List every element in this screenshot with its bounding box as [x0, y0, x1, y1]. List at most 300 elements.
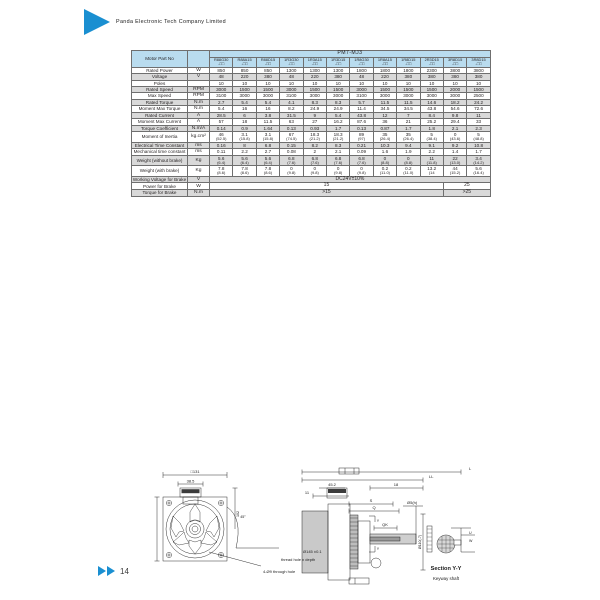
part-number-suffix: -□□ — [218, 61, 225, 67]
part-number-code: 1R3D15 — [331, 56, 346, 62]
data-cell — [397, 132, 420, 143]
value-main: 6.8 — [288, 155, 295, 161]
value-sub: (7.6) — [357, 159, 366, 165]
data-cell — [210, 132, 233, 143]
data-cell: 10 — [233, 80, 256, 86]
double-triangle-right-icon — [98, 566, 106, 576]
part-number-code: R88G30 — [213, 56, 229, 62]
data-cell: 33 — [467, 119, 491, 125]
data-cell: 8.2 — [280, 106, 303, 112]
data-cell: 1.7 — [467, 149, 491, 155]
value-main: 5.6 — [264, 155, 272, 161]
value-sub: (9.8) — [310, 170, 319, 176]
data-cell: 220 — [303, 74, 326, 80]
row-label: Weight (with brake) — [132, 166, 188, 177]
value-main: 44 — [452, 166, 458, 172]
data-cell: 9.8 — [443, 112, 466, 118]
data-cell: 1800 — [350, 67, 373, 73]
data-cell: 5.4 — [326, 112, 349, 118]
data-cell: 1500 — [373, 86, 396, 92]
value-main: 0 — [313, 166, 317, 172]
datum-y-bottom: Y — [376, 547, 380, 551]
data-cell: 2.2 — [420, 149, 443, 155]
data-cell — [350, 132, 373, 143]
data-cell: 850 — [256, 67, 279, 73]
data-cell — [420, 166, 443, 177]
part-number-cell — [373, 57, 396, 67]
page-footer — [98, 566, 129, 576]
data-cell: 5.4 — [233, 99, 256, 105]
data-cell: 1.6 — [373, 149, 396, 155]
row-label: Rated Power — [132, 67, 188, 73]
data-cell — [280, 132, 303, 143]
part-number-cell — [397, 57, 420, 67]
brake-row-unit: V — [188, 176, 210, 183]
value-sub: (15.2) — [449, 170, 461, 176]
brake-row-label: Working Voltage for Brake — [132, 177, 187, 183]
value-sub: (52.5) — [215, 136, 227, 142]
value-main: 0 — [407, 155, 410, 161]
part-number-code: R88A15 — [237, 56, 252, 62]
data-cell — [420, 155, 443, 166]
data-cell: 0.87 — [373, 125, 396, 131]
data-cell: 24.9 — [303, 106, 326, 112]
part-number-suffix: -□□ — [358, 61, 365, 67]
data-cell: 2.7 — [210, 99, 233, 105]
double-triangle-right-icon-2 — [107, 566, 115, 576]
data-cell: 16 — [233, 106, 256, 112]
data-cell: 72.6 — [467, 106, 491, 112]
data-cell: 9.2 — [443, 142, 466, 148]
data-cell: 8.3 — [303, 99, 326, 105]
value-main: 0.2 — [405, 166, 412, 172]
part-number-cell — [350, 57, 373, 67]
data-cell: 4.1 — [280, 99, 303, 105]
data-cell: 1300 — [303, 67, 326, 73]
dim-u-label: U — [469, 531, 472, 535]
data-cell: 380 — [256, 74, 279, 80]
value-main: 3.1 — [264, 132, 272, 138]
data-cell — [303, 132, 326, 143]
data-cell: 0.09 — [350, 149, 373, 155]
part-number-cell — [420, 57, 443, 67]
value-sub: (6.4) — [240, 159, 249, 165]
row-unit: A — [188, 119, 210, 125]
row-label: Max Speed — [132, 93, 188, 99]
dim-q-label: Q — [372, 505, 376, 510]
value-sub: (9.8) — [357, 170, 366, 176]
data-cell: 43.8 — [350, 112, 373, 118]
data-cell: 3000 — [443, 93, 466, 99]
data-cell: 36 — [373, 119, 396, 125]
data-cell: 10.8 — [467, 142, 491, 148]
brake-row — [132, 183, 491, 190]
length-ll-label: LL — [429, 474, 434, 479]
data-cell: 380 — [326, 74, 349, 80]
value-sub: (14 — [428, 170, 435, 176]
value-sub: (26.4) — [379, 136, 391, 142]
part-number-cell — [443, 57, 466, 67]
value-main: 13.2 — [427, 166, 437, 172]
data-cell: 8.3 — [326, 142, 349, 148]
part-number-cell — [467, 57, 491, 67]
row-unit: Kg — [188, 155, 210, 166]
data-cell: 1500 — [256, 86, 279, 92]
value-sub: (11.0) — [403, 170, 414, 176]
data-cell: 9 — [303, 112, 326, 118]
front-top-dim-label: □131 — [190, 469, 200, 474]
blue-triangle-logo-icon — [84, 9, 110, 35]
data-cell: 2.1 — [443, 125, 466, 131]
data-cell: 5.4 — [256, 99, 279, 105]
data-cell: 8.2 — [303, 142, 326, 148]
data-cell: 10 — [350, 80, 373, 86]
company-name: Panda Electronic Tech Company Limited — [116, 19, 226, 25]
data-cell: 10 — [256, 80, 279, 86]
data-cell: 57 — [210, 119, 233, 125]
value-main: 89 — [358, 132, 365, 138]
data-cell: 8 — [233, 142, 256, 148]
front-height-label: 102 — [236, 511, 240, 517]
data-cell: 3000 — [233, 93, 256, 99]
value-sub: (8.8) — [404, 159, 413, 165]
data-cell — [443, 166, 466, 177]
keyway-caption: Keyway shaft — [432, 576, 460, 581]
value-sub: (8.6) — [217, 170, 226, 176]
data-cell: 24.9 — [326, 106, 349, 112]
series-group-title: PM7-MJ3 — [210, 51, 491, 58]
data-cell: 0.14 — [210, 125, 233, 131]
data-cell: 380 — [443, 74, 466, 80]
dim-s-label: S — [369, 498, 373, 503]
data-cell: 2000 — [443, 86, 466, 92]
data-cell: 220 — [373, 74, 396, 80]
part-number-code: 2R3D15 — [424, 56, 439, 62]
part-number-code: 1R8D15 — [401, 56, 416, 62]
drawing-svg — [131, 466, 490, 592]
row-label: Voltage — [132, 74, 188, 80]
data-cell: 10 — [397, 80, 420, 86]
data-cell — [443, 155, 466, 166]
data-cell: 2300 — [420, 67, 443, 73]
data-cell: 2.7 — [256, 149, 279, 155]
value-sub: (21.2) — [309, 136, 320, 142]
part-number-code: R88D15 — [260, 56, 276, 62]
data-cell: 2.3 — [467, 125, 491, 131]
value-main: 11 — [429, 155, 435, 161]
row-unit: V — [188, 74, 210, 80]
data-cell: 1.7 — [397, 125, 420, 131]
part-number-suffix: -□□ — [381, 61, 388, 67]
data-cell: 380 — [467, 74, 491, 80]
through-hole-note: 4-Ø9 through hole — [263, 569, 296, 574]
value-main: 0.2 — [381, 166, 389, 172]
body-dia-label: Ø110(-7) — [418, 534, 422, 550]
value-main: 3.1 — [241, 132, 248, 138]
value-sub: (7.6) — [334, 159, 343, 165]
data-cell — [350, 166, 373, 177]
data-cell: 16.2 — [326, 119, 349, 125]
data-cell — [280, 155, 303, 166]
data-cell — [443, 132, 466, 143]
data-cell — [210, 155, 233, 166]
value-main: 0 — [383, 155, 387, 161]
data-cell: 24.2 — [467, 99, 491, 105]
value-main: 5.6 — [218, 155, 225, 161]
data-cell: 21 — [397, 119, 420, 125]
data-cell: 850 — [210, 67, 233, 73]
data-cell — [233, 155, 256, 166]
brake-row-unit: N.m — [188, 190, 210, 197]
data-cell: 2.1 — [326, 149, 349, 155]
motor-specification-table — [131, 50, 491, 197]
part-number-code: 1R3A15 — [307, 56, 322, 62]
shaft-dia-label: Ø5(h) — [407, 500, 418, 505]
value-sub: (11.8) — [426, 159, 437, 165]
value-main: 7.8 — [264, 166, 272, 172]
page-number: 14 — [120, 566, 129, 576]
value-sub: (7.6) — [310, 159, 319, 165]
data-cell: 14.6 — [420, 99, 443, 105]
data-cell: 10 — [303, 80, 326, 86]
data-cell: 10 — [467, 80, 491, 86]
value-main: 18.3 — [333, 132, 343, 138]
value-main: 3.4 — [475, 155, 482, 161]
data-cell: 63 — [280, 119, 303, 125]
section-title: Section Y-Y — [430, 566, 462, 572]
data-cell: 0.16 — [210, 142, 233, 148]
value-sub: (11.0) — [379, 170, 390, 176]
data-cell — [280, 166, 303, 177]
data-cell: 3000 — [420, 93, 443, 99]
data-cell: 10.3 — [373, 142, 396, 148]
table-row — [132, 132, 491, 143]
data-cell: 3800 — [467, 67, 491, 73]
data-cell: 0.93 — [303, 125, 326, 131]
data-cell: 28.5 — [210, 112, 233, 118]
brake-left-value: 15 — [210, 183, 444, 190]
overall-length-label: L — [469, 466, 472, 471]
value-sub: (6.4) — [263, 159, 273, 165]
data-cell — [397, 155, 420, 166]
part-number-suffix: -□□ — [241, 61, 248, 67]
row-unit: W — [188, 67, 210, 73]
data-cell: 1800 — [373, 67, 396, 73]
data-cell: 18.2 — [443, 99, 466, 105]
row-unit: N.m — [188, 99, 210, 105]
value-main: 0 — [336, 166, 340, 172]
value-sub: (97) — [357, 136, 366, 142]
table-header — [132, 51, 491, 68]
data-cell: 10 — [280, 80, 303, 86]
data-cell: 48 — [210, 74, 233, 80]
data-cell: 34.5 — [373, 106, 396, 112]
data-cell — [326, 155, 349, 166]
data-cell — [256, 166, 279, 177]
data-cell — [210, 166, 233, 177]
row-label: Poles — [132, 80, 188, 86]
part-number-code: 3R8D15 — [447, 56, 463, 62]
thread-hole-note: thread hole x depth — [281, 557, 316, 562]
data-cell: 3000 — [210, 86, 233, 92]
data-cell: 54.6 — [443, 106, 466, 112]
data-cell: 1500 — [467, 86, 491, 92]
bolt-circle-label: Ø145 ±0.1 — [303, 549, 322, 554]
row-unit: RPM — [188, 93, 210, 99]
data-cell: 12 — [373, 112, 396, 118]
value-main: 5.6 — [241, 155, 248, 161]
data-cell: 16 — [256, 106, 279, 112]
value-sub: (13.0) — [449, 159, 461, 165]
value-sub: (8.6) — [240, 170, 249, 176]
row-unit: ms — [188, 149, 210, 155]
data-cell: 9.4 — [397, 142, 420, 148]
data-cell: 1500 — [233, 86, 256, 92]
value-main: 46 — [218, 132, 224, 138]
brake-span-value: DC24V±10% — [210, 176, 491, 183]
data-cell: 1500 — [303, 86, 326, 92]
data-cell — [233, 166, 256, 177]
data-cell: 87.6 — [350, 119, 373, 125]
value-sub: (15.8) — [239, 136, 250, 142]
data-cell: 10 — [373, 80, 396, 86]
data-cell: 0.11 — [210, 149, 233, 155]
page-header — [0, 0, 600, 44]
part-number-cell — [303, 57, 326, 67]
data-cell: 3000 — [373, 93, 396, 99]
data-cell: 0.21 — [350, 142, 373, 148]
data-cell: 11.5 — [397, 99, 420, 105]
data-cell: 10 — [443, 80, 466, 86]
data-cell: 48 — [280, 74, 303, 80]
data-cell: 3000 — [303, 93, 326, 99]
part-number-suffix: -□□ — [428, 61, 435, 67]
data-cell: 6 — [233, 112, 256, 118]
data-cell: 1800 — [397, 67, 420, 73]
row-label: Electrical Time Constant — [132, 142, 188, 148]
data-cell: 48 — [350, 74, 373, 80]
data-cell: 0.08 — [280, 149, 303, 155]
data-cell: 3100 — [210, 93, 233, 99]
datum-y-top: Y — [376, 519, 380, 523]
data-cell: 1300 — [326, 67, 349, 73]
data-cell: 0.15 — [280, 142, 303, 148]
data-cell: 10 — [420, 80, 443, 86]
value-sub: (9.8) — [334, 170, 343, 176]
data-cell — [350, 155, 373, 166]
brake-right-value: >25 — [443, 190, 490, 197]
front-inner-dim-label: 38.5 — [186, 478, 195, 484]
part-number-suffix: -□□ — [475, 61, 482, 67]
row-unit: N.m/A — [188, 125, 210, 131]
value-sub: (16.4) — [473, 170, 484, 176]
data-cell: 1.64 — [256, 125, 279, 131]
data-cell: 3800 — [443, 67, 466, 73]
value-sub: (7.6) — [287, 159, 296, 165]
dim-18-label: 18 — [393, 482, 399, 487]
data-cell: 1500 — [420, 86, 443, 92]
data-cell: 1.9 — [397, 149, 420, 155]
row-label: Torque Coefficient — [132, 125, 188, 131]
part-number-suffix: -□□ — [405, 61, 412, 67]
part-number-cell — [210, 57, 233, 67]
brake-row — [132, 190, 491, 197]
part-number-code: 1R3G30 — [284, 56, 299, 62]
value-main: 67 — [288, 132, 294, 138]
data-cell: 220 — [233, 74, 256, 80]
value-main: 7.8 — [218, 166, 225, 172]
value-main: 7.8 — [241, 166, 248, 172]
part-number-suffix: -□□ — [452, 61, 459, 67]
row-label: Moment Max Current — [132, 119, 188, 125]
data-cell: 11.4 — [350, 106, 373, 112]
dim-452-label: 45.2 — [328, 482, 336, 487]
part-number-cell — [256, 57, 279, 67]
data-cell: 3000 — [280, 86, 303, 92]
data-cell: 3000 — [326, 93, 349, 99]
data-cell: 34.5 — [397, 106, 420, 112]
data-cell: 31.5 — [280, 112, 303, 118]
data-cell: 7 — [397, 112, 420, 118]
data-cell — [467, 132, 491, 143]
data-cell: 3100 — [350, 93, 373, 99]
part-number-code: 3R8D15 — [471, 56, 486, 62]
part-number-suffix: -□□ — [311, 61, 318, 67]
data-cell — [397, 166, 420, 177]
data-cell — [373, 155, 396, 166]
data-cell: 2 — [303, 149, 326, 155]
data-cell: 10 — [210, 80, 233, 86]
part-number-code: 1R8G30 — [354, 56, 369, 62]
part-number-code: 1R8A15 — [377, 56, 392, 62]
row-unit: RPM — [188, 86, 210, 92]
value-main: 6.8 — [334, 155, 342, 161]
value-sub: (48.8) — [473, 136, 484, 142]
data-cell — [233, 132, 256, 143]
value-sub: (9.8) — [287, 170, 296, 176]
value-main: 35 — [405, 132, 411, 138]
value-sub: (8.8) — [380, 159, 390, 165]
data-cell: 10 — [326, 80, 349, 86]
part-number-cell — [280, 57, 303, 67]
dim-11-label: 11 — [304, 490, 310, 495]
data-cell: 2.2 — [233, 149, 256, 155]
motor-part-no-header: Motor Part No — [132, 51, 188, 68]
data-cell: 8.3 — [326, 99, 349, 105]
angle-label: 45° — [240, 515, 246, 519]
value-main: 5 — [430, 132, 433, 138]
brake-row-unit: W — [188, 183, 210, 190]
row-label: Rated Torque — [132, 99, 188, 105]
data-cell: 1500 — [326, 86, 349, 92]
data-cell: 1.4 — [443, 149, 466, 155]
part-number-suffix: -□□ — [264, 61, 271, 67]
table-row — [132, 166, 491, 177]
data-cell: 27 — [303, 119, 326, 125]
data-cell: 3000 — [397, 93, 420, 99]
data-cell — [326, 132, 349, 143]
data-cell: 11 — [467, 112, 491, 118]
data-cell — [373, 166, 396, 177]
part-number-cell — [326, 57, 349, 67]
value-sub: (38.4) — [426, 136, 437, 142]
value-main: 35 — [382, 132, 388, 138]
data-cell — [256, 155, 279, 166]
data-cell: 380 — [420, 74, 443, 80]
data-cell: 5.4 — [210, 106, 233, 112]
value-main: 6.8 — [358, 155, 365, 161]
data-cell — [303, 155, 326, 166]
